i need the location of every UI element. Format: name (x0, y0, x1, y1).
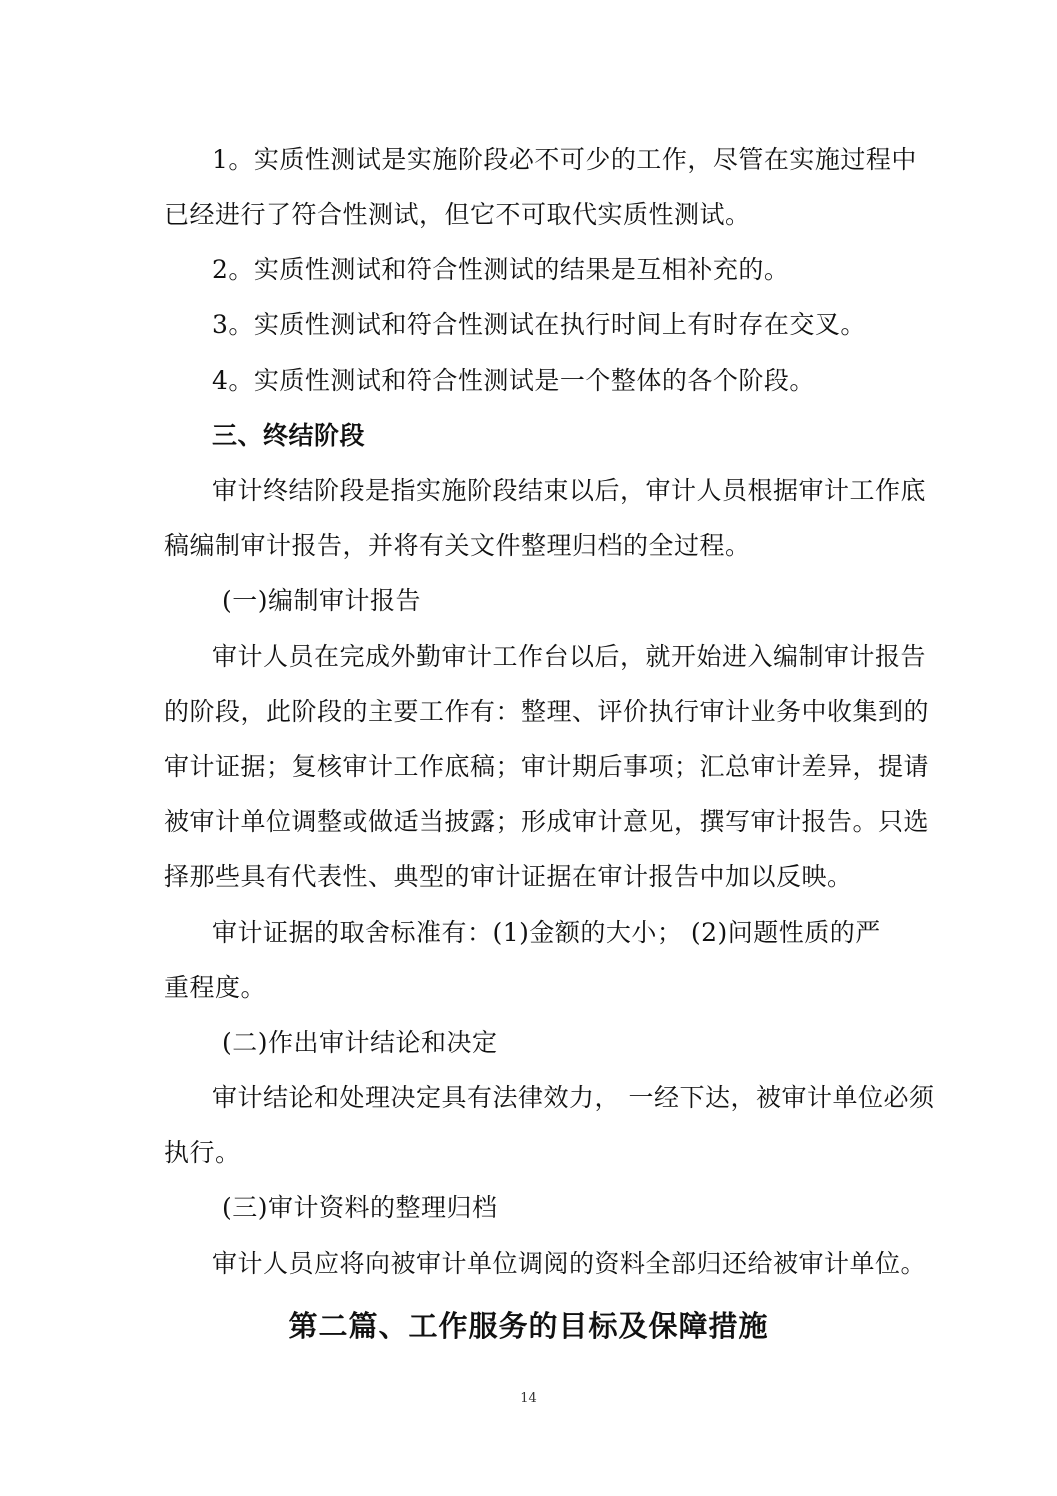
paragraph-1-line-2: 已经进行了符合性测试，但它不可取代实质性测试。 (164, 200, 751, 229)
paragraph-7-line-2: 重程度。 (164, 973, 267, 1002)
paragraph-9: 审计人员应将向被审计单位调阅的资料全部归还给被审计单位。 (212, 1249, 927, 1278)
paragraph-8-line-2: 执行。 (164, 1138, 241, 1167)
paragraph-6-line-3: 审计证据；复核审计工作底稿；审计期后事项；汇总审计差异，提请 (164, 752, 930, 781)
paragraph-1-line-1: 1。实质性测试是实施阶段必不可少的工作，尽管在实施过程中 (212, 145, 917, 174)
subsection-2-heading: (二)作出审计结论和决定 (222, 1028, 498, 1057)
paragraph-6-line-4: 被审计单位调整或做适当披露；形成审计意见，撰写审计报告。只选 (164, 807, 930, 836)
paragraph-6-line-2: 的阶段，此阶段的主要工作有：整理、评价执行审计业务中收集到的 (164, 697, 930, 726)
paragraph-4: 4。实质性测试和符合性测试是一个整体的各个阶段。 (212, 366, 815, 395)
part-title: 第二篇、工作服务的目标及保障措施 (288, 1309, 769, 1343)
paragraph-7-line-1: 审计证据的取舍标准有：(1)金额的大小； (2)问题性质的严 (212, 918, 881, 947)
paragraph-2: 2。实质性测试和符合性测试的结果是互相补充的。 (212, 255, 790, 284)
paragraph-5-line-1: 审计终结阶段是指实施阶段结束以后，审计人员根据审计工作底 (212, 476, 927, 505)
page-number: 14 (520, 1391, 537, 1406)
paragraph-8-line-1: 审计结论和处理决定具有法律效力， 一经下达，被审计单位必须 (212, 1083, 935, 1112)
subsection-3-heading: (三)审计资料的整理归档 (222, 1193, 498, 1222)
paragraph-6-line-5: 择那些具有代表性、典型的审计证据在审计报告中加以反映。 (164, 862, 853, 891)
subsection-1-heading: (一)编制审计报告 (222, 586, 422, 615)
section-3-heading: 三、终结阶段 (212, 421, 366, 450)
paragraph-3: 3。实质性测试和符合性测试在执行时间上有时存在交叉。 (212, 310, 866, 339)
paragraph-6-line-1: 审计人员在完成外勤审计工作台以后，就开始进入编制审计报告 (212, 642, 927, 671)
paragraph-5-line-2: 稿编制审计报告，并将有关文件整理归档的全过程。 (164, 531, 751, 560)
